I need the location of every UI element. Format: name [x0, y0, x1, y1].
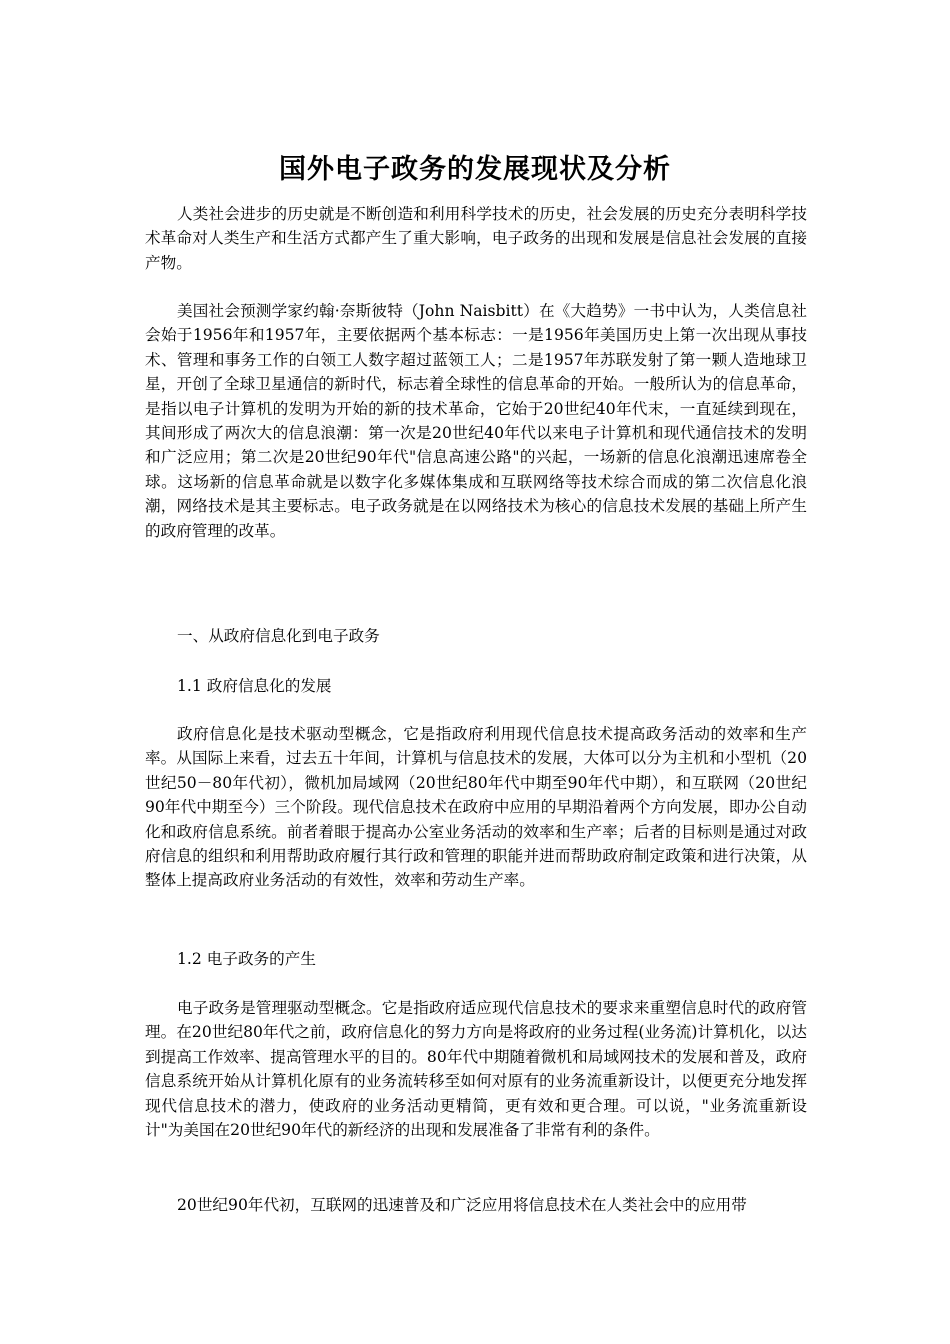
document-title: 国外电子政务的发展现状及分析 — [279, 154, 671, 186]
paragraph-e-government-origin: 电子政务是管理驱动型概念。它是指政府适应现代信息技术的要求来重塑信息时代的政府管理。在20世纪80年代之前，政府信息化的努力方向是将政府的业务过程(业务流)计算机化，以达到提高工作效率、提高管理水平的目的。80年代中期随着微机和局域网技术的发展和普及，政府信息系统开始从计算机化原有的业务流转移至如何对原有的业务流重新设计，以便更充分地发挥现代信息技术的潜力，使政府的业务活动更精简，更有效和更合理。可以说，"业务流重新设计"为美国在20世纪90年代的新经济的出现和发展准备了非常有利的条件。 — [145, 999, 807, 1140]
subsection-heading-1-1: 1.1 政府信息化的发展 — [177, 677, 332, 695]
paragraph-information-revolution: 美国社会预测学家约翰·奈斯彼特（John Naisbitt）在《大趋势》一书中认为，人类信息社会始于1956年和1957年，主要依据两个基本标志：一是1956年美国历史上第一次出现从事技术、管理和事务工作的白领工人数字超过蓝领工人；二是1957年苏联发射了第一颗人造地球卫星，开创了全球卫星通信的新时代，标志着全球性的信息革命的开始。一般所认为的信息革命，是指以电子计算机的发明为开始的新的技术革命，它始于20世纪40年代末，一直延续到现在，其间形成了两次大的信息浪潮：第一次是20世纪40年代以来电子计算机和现代通信技术的发明和广泛应用；第二次是20世纪90年代"信息高速公路"的兴起，一场新的信息化浪潮迅速席卷全球。这场新的信息革命就是以数字化多媒体集成和互联网络等技术综合而成的第二次信息化浪潮，网络技术是其主要标志。电子政务就是在以网络技术为核心的信息技术发展的基础上所产生的政府管理的改革。 — [145, 302, 807, 540]
paragraph-government-informatization: 政府信息化是技术驱动型概念，它是指政府利用现代信息技术提高政务活动的效率和生产率。从国际上来看，过去五十年间，计算机与信息技术的发展，大体可以分为主机和小型机（20世纪50－80年代初），微机加局域网（20世纪80年代中期至90年代中期），和互联网（20世纪90年代中期至今）三个阶段。现代信息技术在政府中应用的早期沿着两个方向发展，即办公自动化和政府信息系统。前者着眼于提高办公室业务活动的效率和生产率；后者的目标则是通过对政府信息的组织和利用帮助政府履行其行政和管理的职能并进而帮助政府制定政策和进行决策，从整体上提高政府业务活动的有效性，效率和劳动生产率。 — [145, 725, 807, 890]
subsection-heading-1-2: 1.2 电子政务的产生 — [177, 950, 316, 968]
paragraph-1990s-internet: 20世纪90年代初，互联网的迅速普及和广泛应用将信息技术在人类社会中的应用带 — [177, 1196, 747, 1214]
section-heading-1: 一、从政府信息化到电子政务 — [177, 627, 380, 645]
paragraph-intro: 人类社会进步的历史就是不断创造和利用科学技术的历史，社会发展的历史充分表明科学技术革命对人类生产和生活方式都产生了重大影响，电子政务的出现和发展是信息社会发展的直接产物。 — [145, 205, 807, 272]
